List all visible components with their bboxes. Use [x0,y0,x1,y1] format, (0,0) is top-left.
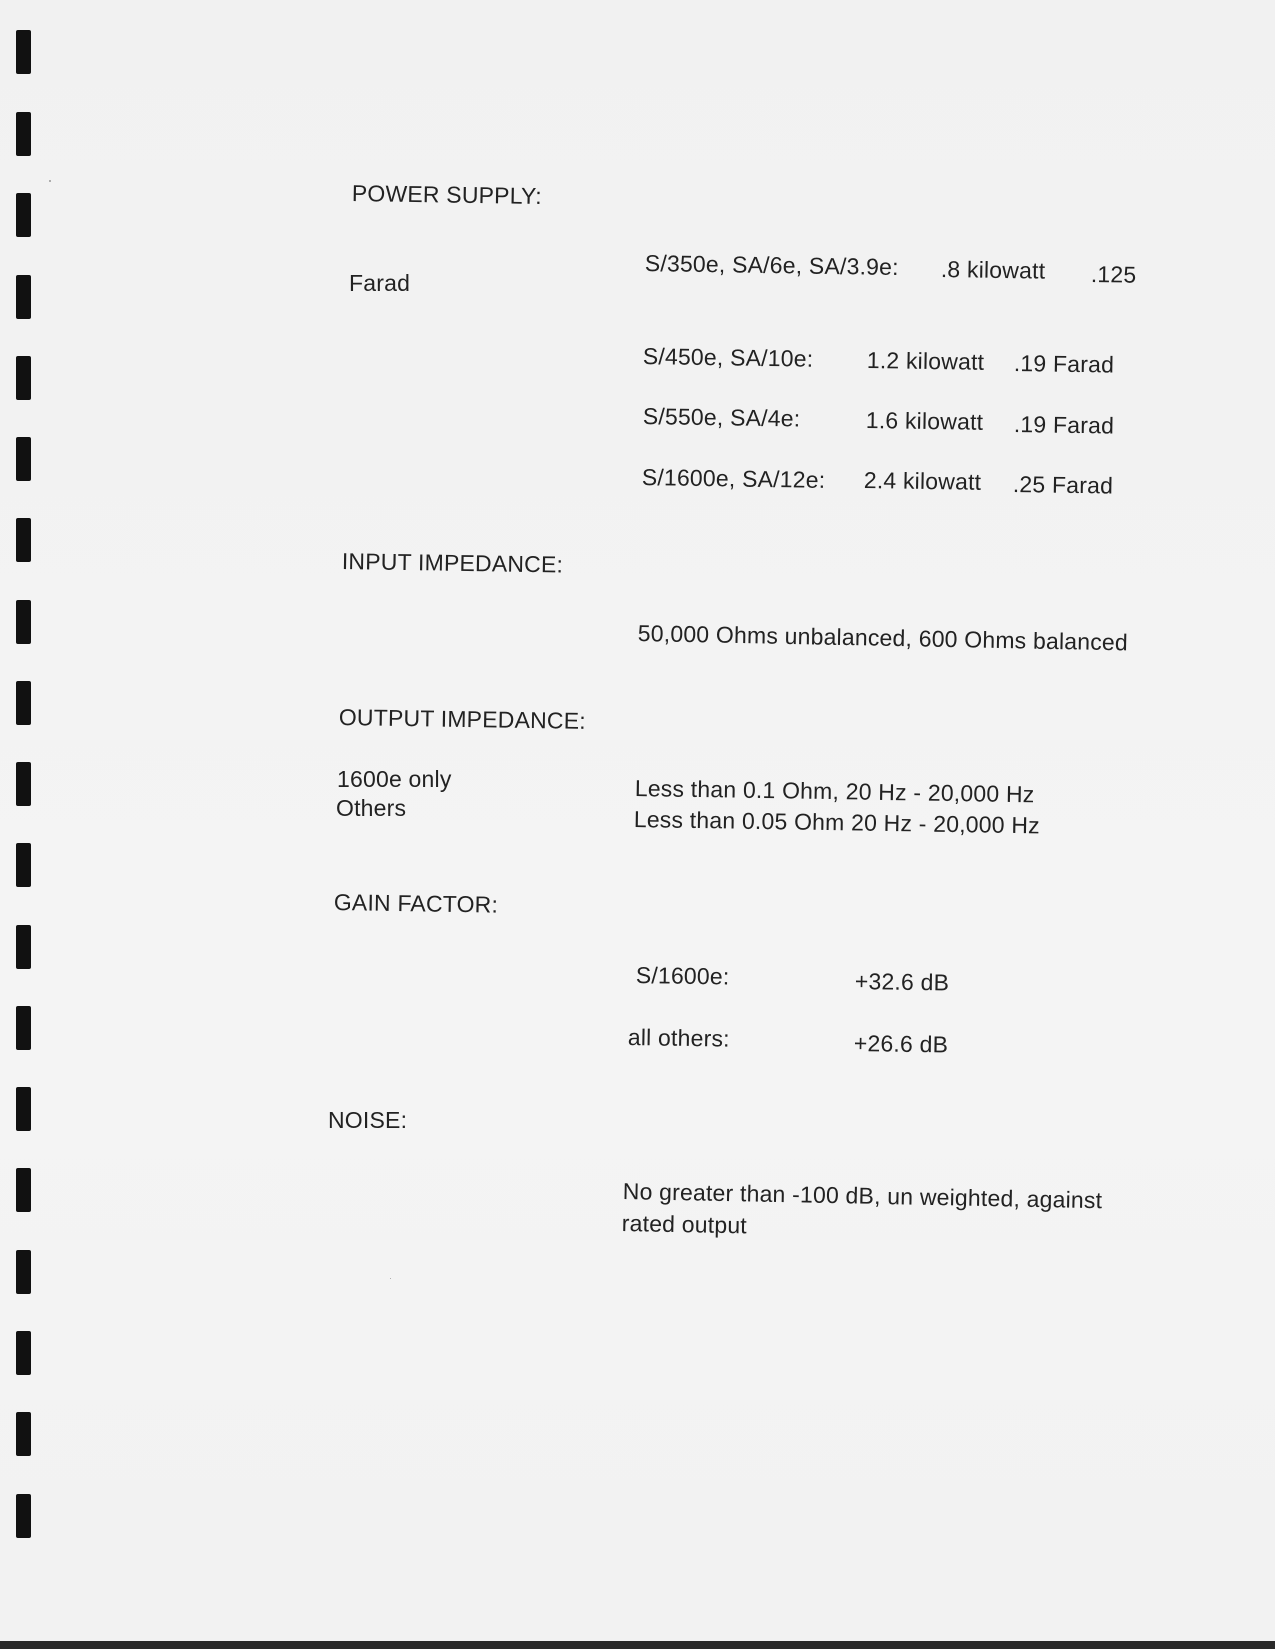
power-row-4-models: S/1600e, SA/12e: [641,464,826,493]
output-row-2-label: Others [336,795,407,821]
power-row-1-capacitance: .125 [1090,261,1137,288]
binding-hole [16,1006,31,1050]
output-row-1-value: Less than 0.1 Ohm, 20 Hz - 20,000 Hz [634,775,1035,808]
binding-hole [16,437,31,481]
power-row-2-capacitance: .19 Farad [1013,350,1115,378]
power-row-4-power: 2.4 kilowatt [863,467,982,495]
power-row-3-power: 1.6 kilowatt [865,407,984,435]
output-impedance-heading: OUTPUT IMPEDANCE: [338,704,587,734]
binding-hole [16,762,31,806]
binding-hole [16,1331,31,1375]
output-row-2-value: Less than 0.05 Ohm 20 Hz - 20,000 Hz [633,806,1041,839]
binding-hole [16,681,31,725]
gain-row-1-value: +32.6 dB [854,968,950,996]
binding-hole [16,600,31,644]
power-row-1-models: S/350e, SA/6e, SA/3.9e: [644,250,899,280]
power-supply-heading: POWER SUPPLY: [351,180,543,209]
power-row-4-capacitance: .25 Farad [1012,471,1114,499]
binding-hole [16,925,31,969]
power-row-1-power: .8 kilowatt [940,256,1046,284]
scan-bottom-edge [0,1641,1275,1649]
power-row-2-power: 1.2 kilowatt [866,347,985,375]
input-impedance-heading: INPUT IMPEDANCE: [341,548,564,578]
noise-line-2: rated output [621,1210,748,1239]
power-row-2-models: S/450e, SA/10e: [642,343,814,372]
binding-hole [16,275,31,319]
noise-heading: NOISE: [328,1107,408,1133]
gain-row-2-label: all others: [627,1024,730,1052]
noise-line-1: No greater than -100 dB, un weighted, against [622,1178,1103,1214]
binding-hole [16,518,31,562]
power-row-3-models: S/550e, SA/4e: [642,403,801,432]
binding-hole [16,1168,31,1212]
output-row-1-label: 1600e only [337,766,452,792]
binding-hole [16,193,31,237]
binding-hole [16,356,31,400]
binding-hole [16,1250,31,1294]
gain-factor-heading: GAIN FACTOR: [333,889,499,918]
binding-hole [16,1087,31,1131]
dust-speck [49,180,51,182]
binding-hole [16,1494,31,1538]
dust-speck [390,1278,391,1279]
binding-hole [16,843,31,887]
binding-hole [16,112,31,156]
input-impedance-value: 50,000 Ohms unbalanced, 600 Ohms balanced [637,620,1129,656]
power-supply-side-note: Farad [349,270,411,296]
gain-row-1-label: S/1600e: [635,962,730,990]
binding-hole [16,1412,31,1456]
gain-row-2-value: +26.6 dB [853,1030,949,1058]
power-row-3-capacitance: .19 Farad [1013,411,1115,439]
binding-hole [16,30,31,74]
